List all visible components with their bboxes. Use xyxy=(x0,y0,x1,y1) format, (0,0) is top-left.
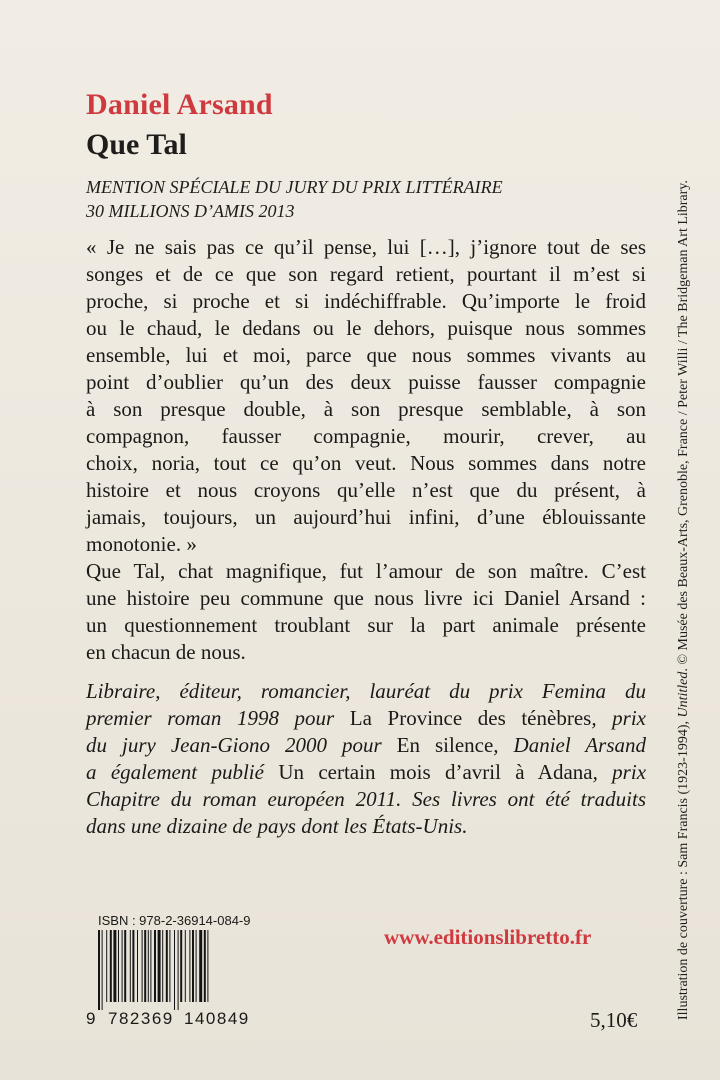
credit-text: . © Musée des Beaux-Arts, Grenoble, France / Peter Willi / The Bridgeman Art Library. xyxy=(676,180,691,672)
bio-text: premier roman 1998 pour xyxy=(86,706,350,730)
price-label: 5,10€ xyxy=(590,1008,638,1032)
bio-line xyxy=(86,705,646,732)
quote-line: ensemble, lui et moi, parce que nous sommes vivants au xyxy=(86,343,646,367)
credit-text: Illustration de couverture : Sam Francis (1923-1994), xyxy=(676,717,691,1020)
summary-line: un questionnement troublant sur la part animale présente xyxy=(86,613,646,637)
bio-line: Libraire, éditeur, romancier, lauréat du prix Femina du xyxy=(86,679,646,703)
award-mention-line: 30 MILLIONS D’AMIS 2013 xyxy=(86,201,295,221)
barcode-first-digit: 9 xyxy=(86,1009,96,1028)
publisher-website-link[interactable]: www.editionslibretto.fr xyxy=(384,925,592,949)
bio-line: dans une dizaine de pays dont les États-Unis. xyxy=(86,814,468,838)
book-reference: La Province des ténèbres xyxy=(349,706,592,730)
bio-text: , Daniel Arsand xyxy=(493,733,646,757)
isbn-label: ISBN : 978-2-36914-084-9 xyxy=(98,913,251,928)
quote-line: choix, noria, tout ce qu’on veut. Nous sommes dans notre xyxy=(86,451,646,475)
quote-line: point d’oublier qu’un des deux puisse fausser compagnie xyxy=(86,370,646,394)
quote-line: à son presque double, à son presque semblable, à son xyxy=(86,397,646,421)
cover-illustration-credit xyxy=(675,60,693,1020)
bio-line xyxy=(86,732,646,759)
barcode-left-group: 782369 xyxy=(108,1009,174,1028)
book-reference: En silence xyxy=(396,733,494,757)
quote-line: songes et de ce que son regard retient, pourtant il m’est si xyxy=(86,262,646,286)
bio-line xyxy=(86,759,646,786)
book-reference: Un certain mois d’avril à Adana xyxy=(278,760,593,784)
award-mention-line: MENTION SPÉCIALE DU JURY DU PRIX LITTÉRAIRE xyxy=(86,177,503,197)
quote-line: « Je ne sais pas ce qu’il pense, lui […], j’ignore tout de ses xyxy=(86,235,646,259)
summary-line: Que Tal, chat magnifique, fut l’amour de son maître. C’est xyxy=(86,559,646,583)
bio-line: Chapitre du roman européen 2011. Ses livres ont été traduits xyxy=(86,787,646,811)
quote-line: compagnon, fausser compagnie, mourir, crever, au xyxy=(86,424,646,448)
barcode-icon xyxy=(96,930,256,1010)
bio-text: du jury Jean-Giono 2000 pour xyxy=(86,733,397,757)
bio-text: , prix xyxy=(592,760,647,784)
bio-text: a également publié xyxy=(86,760,279,784)
bio-text: , prix xyxy=(591,706,646,730)
quote-line: proche, si proche et si indéchiffrable. Qu’importe le froid xyxy=(86,289,646,313)
artwork-title: Untitled xyxy=(676,671,691,718)
award-mention xyxy=(86,175,646,223)
quote-line: ou le chaud, le dedans ou le dehors, puisque nous sommes xyxy=(86,316,646,340)
back-cover-text xyxy=(86,234,646,840)
book-title: Que Tal xyxy=(86,128,187,161)
summary-line: une histoire peu commune que nous livre ici Daniel Arsand : xyxy=(86,586,646,610)
paragraph-spacer xyxy=(86,666,646,678)
quote-line: jamais, toujours, un aujourd’hui infini, d’une éblouissante xyxy=(86,505,646,529)
author-name: Daniel Arsand xyxy=(86,88,273,121)
barcode-right-group: 140849 xyxy=(184,1009,250,1028)
quote-line: histoire et nous croyons qu’elle n’est que du présent, à xyxy=(86,478,646,502)
summary-line: en chacun de nous. xyxy=(86,640,246,664)
quote-line: monotonie. » xyxy=(86,532,197,556)
